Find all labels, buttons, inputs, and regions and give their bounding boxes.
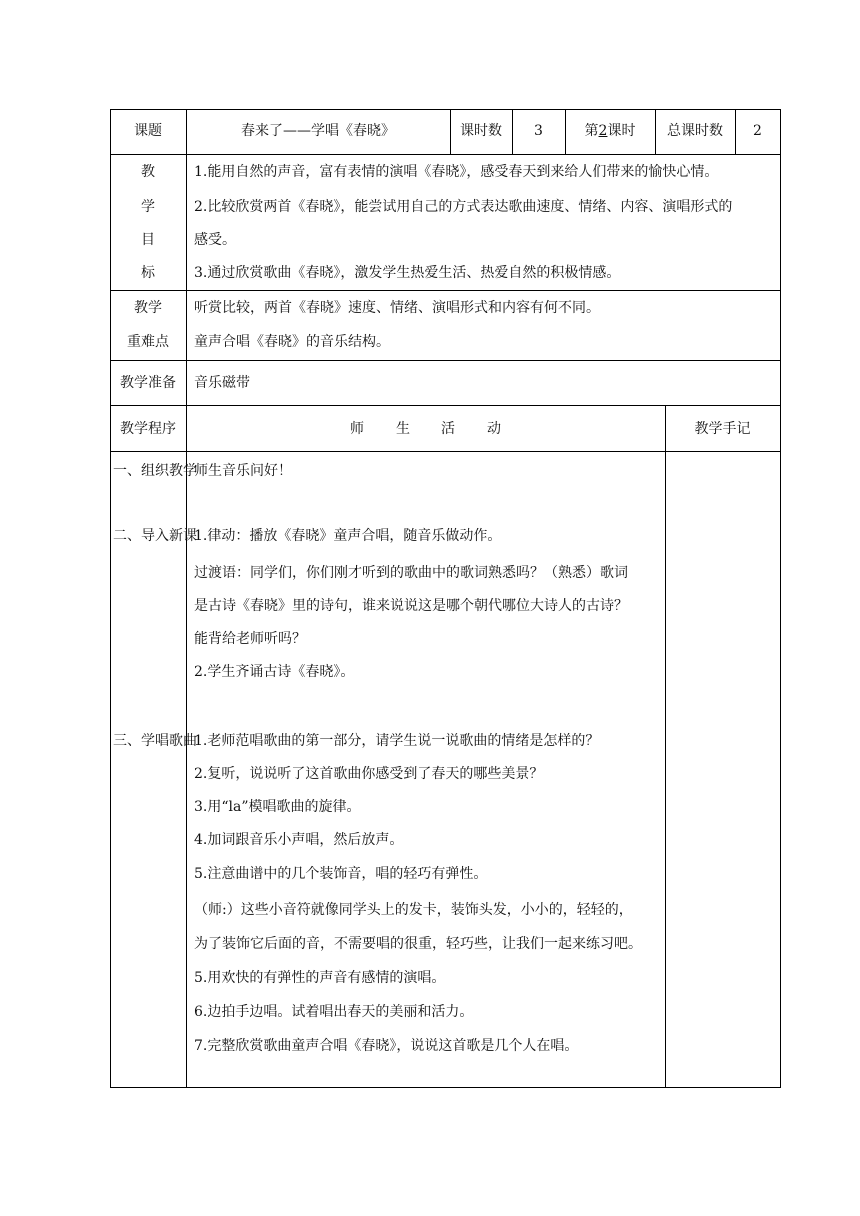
objectives-label-char: 标 (141, 265, 155, 281)
preparation-value: 音乐磁带 (194, 375, 250, 391)
objectives-label-char: 教 (141, 164, 155, 180)
step-line: 能背给老师听吗？ (194, 631, 306, 647)
objective-line: 感受。 (194, 232, 236, 248)
step-line: 1.老师范唱歌曲的第一部分，请学生说一说歌曲的情绪是怎样的？ (194, 733, 600, 749)
objectives-label-char: 学 (141, 199, 155, 215)
step-line: 7.完整欣赏歌曲童声合唱《春晓》，说说这首歌是几个人在唱。 (194, 1038, 579, 1054)
objective-line: 1.能用自然的声音，富有表情的演唱《春晓》，感受春天到来给人们带来的愉快心情。 (194, 164, 719, 180)
activity-char: 师 (350, 421, 364, 437)
step-line: 是古诗《春晓》里的诗句，谁来说说这是哪个朝代哪位大诗人的古诗？ (194, 598, 628, 614)
activity-char: 生 (396, 421, 410, 437)
topic-label: 课题 (134, 123, 162, 139)
step-line: 3.用“la”模唱歌曲的旋律。 (194, 799, 361, 815)
step-line: 4.加词跟音乐小声唱，然后放声。 (194, 832, 404, 848)
key-point-line: 童声合唱《春晓》的音乐结构。 (194, 334, 390, 350)
step-label: 三、学唱歌曲 (113, 733, 197, 749)
step-line: 2.学生齐诵古诗《春晓》。 (194, 664, 355, 680)
notes-col-label: 教学手记 (694, 421, 751, 437)
key-point-line: 听赏比较，两首《春晓》速度、情绪、演唱形式和内容有何不同。 (194, 300, 600, 316)
step-line: 5.注意曲谱中的几个装饰音，唱的轻巧有弹性。 (194, 866, 488, 882)
lesson-prefix: 第 (584, 123, 599, 139)
lesson-number: 2 (598, 123, 608, 139)
hours-value: 3 (534, 123, 543, 139)
total-label: 总课时数 (667, 123, 723, 139)
step-line: 师生音乐问好！ (194, 463, 292, 479)
hours-label: 课时数 (460, 123, 502, 139)
step-label: 一、组织教学 (113, 463, 197, 479)
lesson-suffix: 课时 (607, 123, 636, 139)
activity-char: 动 (487, 421, 501, 437)
key-points-label: 教学 (134, 300, 162, 316)
lesson-number-cell (565, 121, 655, 141)
objective-line: 3.通过欣赏歌曲《春晓》，激发学生热爱生活、热爱自然的积极情感。 (194, 265, 621, 281)
activity-char: 活 (441, 421, 455, 437)
step-line: （师:）这些小音符就像同学头上的发卡，装饰头发，小小的，轻轻的， (194, 902, 633, 918)
step-line: 过渡语：同学们，你们刚才听到的歌曲中的歌词熟悉吗？（熟悉）歌词 (194, 565, 628, 581)
step-line: 2.复听，说说听了这首歌曲你感受到了春天的哪些美景？ (194, 766, 544, 782)
key-points-label: 重难点 (127, 334, 169, 350)
objective-line: 2.比较欣赏两首《春晓》，能尝试用自己的方式表达歌曲速度、情绪、内容、演唱形式的 (194, 199, 733, 215)
topic-value: 春来了——学唱《春晓》 (241, 123, 395, 139)
step-line: 为了装饰它后面的音，不需要唱的很重，轻巧些，让我们一起来练习吧。 (194, 936, 642, 952)
total-value: 2 (753, 123, 762, 139)
step-line: 6.边拍手边唱。试着唱出春天的美丽和活力。 (194, 1004, 474, 1020)
step-line: 5.用欢快的有弹性的声音有感情的演唱。 (194, 970, 446, 986)
objectives-label-char: 目 (141, 232, 155, 248)
step-label: 二、导入新课 (113, 528, 197, 544)
step-line: 1.律动：播放《春晓》童声合唱，随音乐做动作。 (194, 528, 502, 544)
procedure-col-label: 教学程序 (120, 421, 176, 437)
preparation-label: 教学准备 (120, 375, 176, 391)
